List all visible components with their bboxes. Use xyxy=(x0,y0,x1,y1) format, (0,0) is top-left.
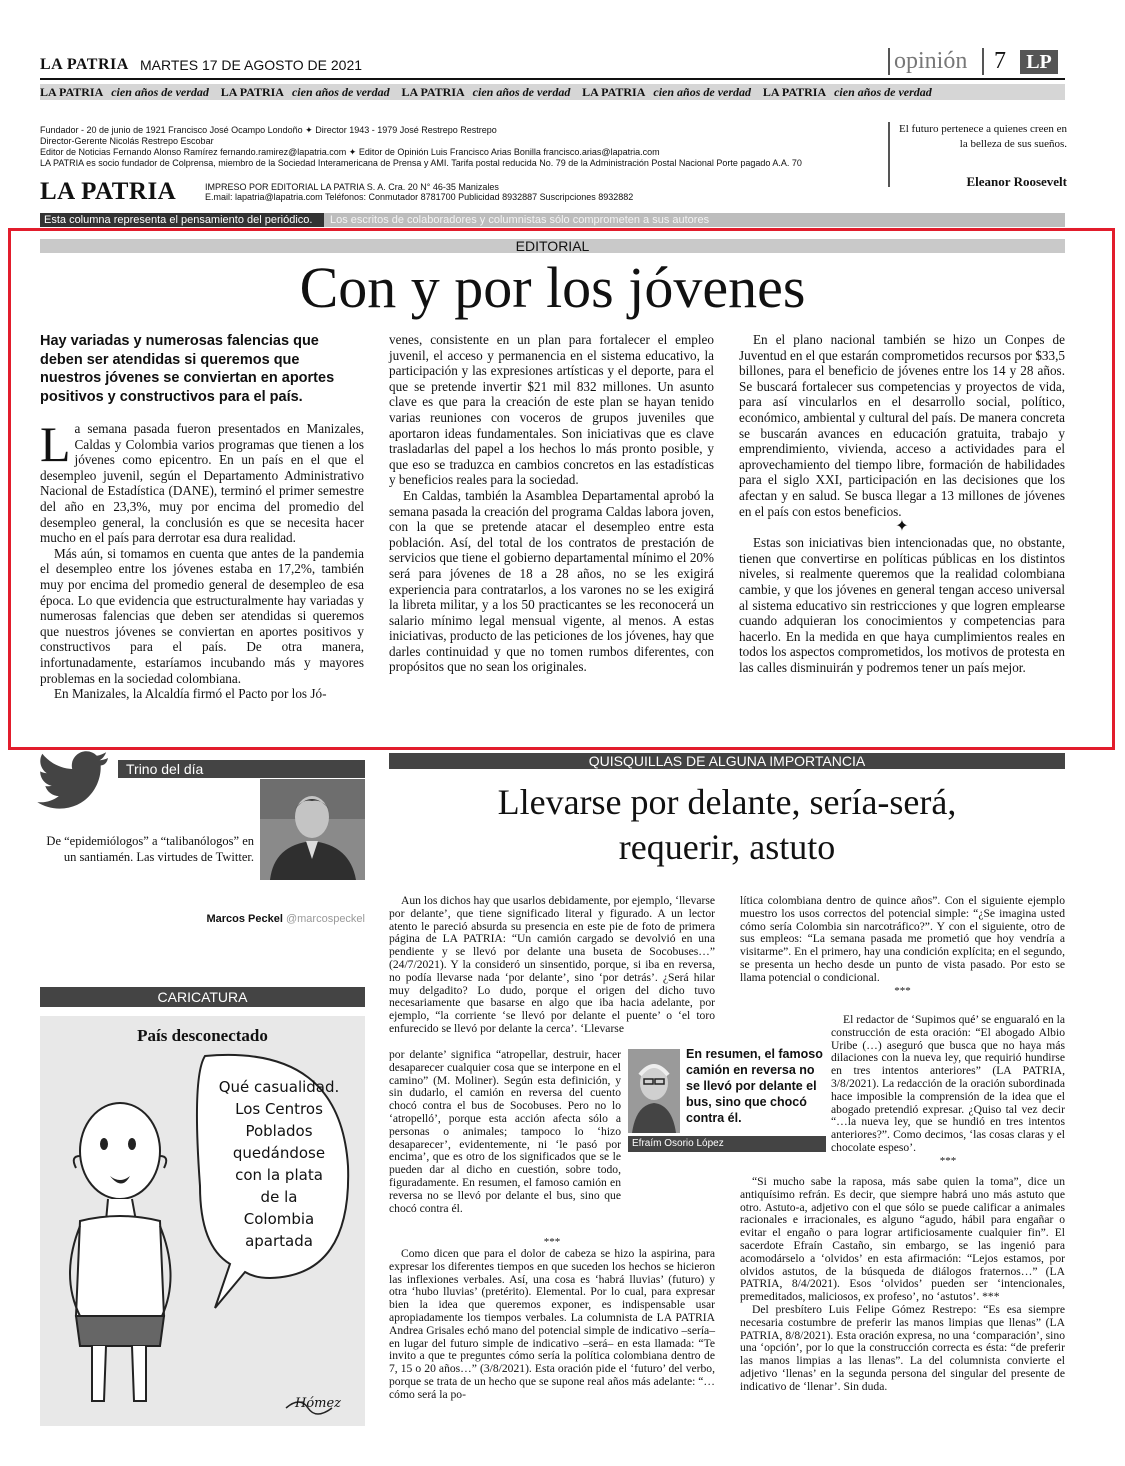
paragraph xyxy=(40,416,364,546)
bubble-line: Poblados xyxy=(245,1122,313,1140)
slogan-text: cien años de verdad xyxy=(111,85,209,99)
caricature-label: CARICATURA xyxy=(40,987,365,1007)
trino-byline xyxy=(140,913,365,925)
bubble-line: con la plata xyxy=(235,1166,323,1184)
quisquillas-column-1-continuation xyxy=(389,1236,715,1450)
paragraph: En Manizales, la Alcaldía firmó el Pacto por los Jó- xyxy=(54,686,327,702)
slogan-name: LA PATRIA xyxy=(220,85,284,99)
bubble-line: Colombia xyxy=(243,1210,315,1228)
paragraph: venes, consistente en un plan para fortalecer el empleo juvenil, el acceso y permanencia en el sistema educativo, la participación y las expresiones artísticas y el deporte, para el que se pretende invertir $21 mil 832 millones. Un asunto clave es que para la creación de este plan se hayan tenido varias reuniones con voceros de grupos juveniles que aportaron ideas fundamentales. Son iniciativas que es clave trasladarlas del papel a los hechos lo más pronto posible, y que eso se traduzca en cambios concretos en las estadísticas y beneficios reales para la sociedad. xyxy=(389,332,714,488)
staff-line: Fundador - 20 de junio de 1921 Francisco José Ocampo Londoño ✦ Director 1943 - 1979 José Restrepo Restrepo xyxy=(40,125,497,135)
masthead-rule xyxy=(40,78,1065,80)
disclaimer-left: Esta columna representa el pensamiento del periódico. xyxy=(40,213,324,227)
speech-bubble-text xyxy=(210,1076,348,1252)
bubble-line: apartada xyxy=(245,1232,313,1250)
separator-ornament: ✦ xyxy=(895,518,909,536)
paragraph: por delante’ significa “atropellar, destruir, hacer desaparecer cualquier cosa que se interpone en el camino” (M. Moliner). Según esta definición, y sin dudarlo, el camión en reversa del cuento chocó contra el bus de Socobuses. Pero no lo ‘atropelló’, porque esta acción afecta sólo a personas o animales; tampoco lo ‘hizo desaparecer’, evidentemente, ni ‘le pasó por encima’, que es otro de los significados que se le pueden dar al dicho en cuestión, sobre todo, figuradamente. En resumen, el famoso camión en reversa no se llevó por delante el bus, sino que chocó contra él. xyxy=(389,1048,621,1215)
trino-author: Marcos Peckel xyxy=(206,913,283,925)
printer-line: E.mail: lapatria@lapatria.com Teléfonos: Conmutador 8781700 Publicidad 8932887 Suscripciones 8932882 xyxy=(205,192,634,202)
slogan-name: LA PATRIA xyxy=(401,85,465,99)
slogan-bar xyxy=(40,84,1065,100)
pull-quote: En resumen, el famoso camión en reversa no se llevó por delante el bus, sino que chocó contra él. xyxy=(686,1047,823,1125)
printer-line: IMPRESO POR EDITORIAL LA PATRIA S. A. Cra. 20 N° 46-35 Manizales xyxy=(205,182,499,192)
separator-stars: *** xyxy=(939,1154,957,1167)
editorial-kicker: EDITORIAL xyxy=(40,239,1065,253)
paragraph: Aun los dichos hay que usarlos debidamente, por ejemplo, ‘llevarse por delante’, que tiene significado literal y figurado. A un lector atento le pareció absurda su presencia en este pie de foto de primera página de LA PATRIA: “Un camión cargado se devolvió en una pendiente y se llevó por delante una buseta de Socobuses…” (24/7/2021). Y la consideró un sinsentido, porque, si iba en reversa, no podía llevarse nada ‘por delante’, sino ‘por detrás’. ¿Será hilar muy delgadito? Lo dudo, porque el origen del dicho tuvo necesariamente que basarse en algo que iba hacia adelante, por ejemplo, “la corriente ‘se llevó por delante el puente’ o ‘el toro enfurecido se llevó por delante la cerca’. ‘Llevarse xyxy=(389,894,715,1035)
section-header xyxy=(888,48,1068,78)
cartoonist-signature: Hómez xyxy=(295,1396,342,1411)
quisquillas-column-1 xyxy=(389,895,715,1049)
editorial-lede: Hay variadas y numerosas falencias que deben ser atendidas si queremos que nuestros jóvenes se conviertan en aportes positivos y constructivos para el país. xyxy=(40,333,335,405)
bubble-line: de la xyxy=(260,1188,298,1206)
columnist-photo xyxy=(628,1049,680,1133)
paragraph: El redactor de ‘Supimos qué’ se enguaraló en la construcción de esta oración: “El abogado Albio Uribe (…) aseguró que busca que no haya más dilaciones con la nueva ley, que requirió hundirse en tres intentos anteriores” (LA PATRIA, 3/8/2021). La redacción de la oración subordinada hace imposible la comprensión de la idea que el abogado pretendió expresar. ¿Quiso tal vez decir “…la nueva ley, que se hundió en tres intentos anteriores?”. Como decimos, ‘las cosas claras y el chocolate espeso’. xyxy=(831,1013,1065,1154)
secondary-logo: LA PATRIA xyxy=(40,178,177,205)
paragraph: Estas son iniciativas bien intencionadas que, no obstante, tienen que convertirse en políticas públicas en los distintos niveles, si realmente queremos que la realidad colombiana cambie, y que los jóvenes en general tengan acceso universal al sistema educativo sin restricciones y que logren emplearse cuando adquieran los conocimientos y competencias para hacerlo. En la medida en que haya cumplimientos reales en todos los aspectos comprometidos, los motivos de protesta en las calles disminuirán y podremos tener un país mejor. xyxy=(739,535,1065,675)
staff-line: LA PATRIA es socio fundador de Colprensa, miembro de la Sociedad Interamericana de Prensa y AMI. Tarifa postal reducida No. 79 de la Administración Postal Nacional Porte pagado A.A. 70 xyxy=(40,158,802,168)
masthead-date: MARTES 17 DE AGOSTO DE 2021 xyxy=(140,57,363,73)
editorial-column-1 xyxy=(40,416,364,702)
caricature-panel xyxy=(40,1016,365,1426)
lp-badge: LP xyxy=(1020,50,1058,74)
slogan-name: LA PATRIA xyxy=(582,85,646,99)
quisquillas-column-2-wrap xyxy=(831,1014,1065,1174)
editorial-title: Con y por los jóvenes xyxy=(299,255,806,320)
editorial-column-3 xyxy=(739,332,1065,675)
twitter-bird-icon xyxy=(38,752,110,812)
paragraph: Del presbítero Luis Felipe Gómez Restrepo: “Es esa siempre necesaria costumbre de preferir las manos limpias que llenas” (LA PATRIA, 8/8/2021). Esta oración expresa, no una ‘comparación’, sino una ‘opción’, por lo que la construcción correcta es ésta: “de preferir las manos limpias a las llenas”. La del columnista convierte el adjetivo ‘llenas’ en la segunda persona del singular del presente de indicativo de ‘llenar’. Sin duda. xyxy=(740,1302,1065,1393)
paragraph: Más aún, si tomamos en cuenta que antes de la pandemia el desempleo entre los jóvenes estaba en 17,2%, también muy por encima del promedio general de desempleo de esa época. Lo que evidencia que estructuralmente hay variadas y numerosas falencias que deben ser atendidas si queremos que nuestros jóvenes se conviertan en aportes positivos y constructivos para el país. De otra manera, infortunadamente, estaríamos incubando más y mayores problemas en la sociedad colombiana. xyxy=(40,545,364,686)
paragraph: “Si mucho sabe la raposa, más sabe quien la toma”, dice un antiquísimo refrán. Es decir, que siempre habrá uno más astuto que otro. Astuto-a, adjetivo con el que sólo se puede calificar a animales racionales e irracionales, es alguno “agudo, hábil para engañar o evitar el engaño o para lograr artificiosamente cualquier fin”. El sacerdote Efraín Castaño, sin embargo, se las ingenió para acomodárselo a ‘olvidos’ en esta afirmación: “Lejos estamos, por olvidos astutos, de la búsqueda de diálogos fraternos…” (LA PATRIA, 8/4/2021). Esos ‘olvidos’ pueden ser ‘intencionales, premeditados, maliciosos, ex profeso’, no ‘astutos’. *** xyxy=(740,1175,1065,1304)
slogan-text: cien años de verdad xyxy=(472,85,571,99)
disclaimer-strip xyxy=(40,213,1065,227)
page-number: 7 xyxy=(982,48,1006,75)
disclaimer-right: Los escritos de colaboradores y columnistas sólo comprometen a sus autores xyxy=(330,214,710,226)
section-label: opinión xyxy=(888,48,967,75)
trino-label: Trino del día xyxy=(118,760,365,778)
bubble-line: Qué casualidad. xyxy=(218,1078,340,1096)
author-photo xyxy=(260,779,365,880)
trino-text: De “epidemiólogos” a “talibanólogos” en un santiamén. Las virtudes de Twitter. xyxy=(46,834,254,864)
quisquillas-column-2 xyxy=(740,1176,1065,1450)
paragraph: En Caldas, también la Asamblea Departamental aprobó la semana pasada la creación del programa Caldas labora joven, con la que se pretende atacar el desempleo entre esta población. Así, del total de los contratos de prestación de servicios que tiene el gobierno departamental mínimo el 20% será para jóvenes de 18 a 28 años, no se les exigirá experiencia para contratarlos, a los varones no se les exigirá la libreta militar, y a los 50 practicantes se les reconocerá un salario mínimo legal mensual vigente, al menos. A estas iniciativas, producto de las peticiones de los jóvenes, hay que darles continuidad y que no tomen rumbos diferentes, con propósitos que no sean los originales. xyxy=(389,487,714,675)
quisquillas-kicker: QUISQUILLAS DE ALGUNA IMPORTANCIA xyxy=(389,753,1065,769)
separator-stars: *** xyxy=(543,1236,561,1248)
title-line: Llevarse por delante, sería-será, xyxy=(497,782,957,822)
trino-handle: @marcospeckel xyxy=(285,913,365,925)
paragraph: lítica colombiana dentro de quince años”. Con el siguiente ejemplo muestro los usos correctos del potencial simple: “¿Se imagina usted cómo sería Colombia sin narcotráfico?”. Y con el siguiente, otro de sus empleos: “La semana pasada me prometió que hoy vendría a visitarme”. En el primero, hay una condición explícita; en el segundo, se presenta un hecho desde un punto de vista pasado. Por esto se llama potencial o condicional. xyxy=(740,894,1065,984)
staff-box xyxy=(40,125,860,169)
paragraph-text: a semana pasada fueron presentados en Manizales, Caldas y Colombia varios programas que tienen a los jóvenes como epicentro. En un país en el que el desempleo juvenil, según el Departamento Administrativo Nacional de Estadística (DANE), terminó el primer semestre del año en 23,3%, muy por encima del promedio del desempleo general, la conclusión es que se necesita hacer mucho en el país para derrotar esa dura realidad. xyxy=(40,421,364,546)
slogan-name: LA PATRIA xyxy=(762,85,827,99)
printer-info xyxy=(205,182,633,202)
slogan-text: cien años de verdad xyxy=(834,85,932,99)
paragraph: Como dicen que para el dolor de cabeza se hizo la aspirina, para expresar los diferentes tiempos en que suceden los hechos se hicieron las inflexiones verbales. Así, una cosa es ‘habrá lluvias’ (futuro) y otra ‘hubo lluvias’ (pretérito). Elemental. Por lo cual, para expresar bien la idea que queremos exponer, es indispensable usar apropiadamente los tiempos verbales. La columnista de LA PATRIA Andrea Grisales echó mano del potencial simple de indicativo –sería– en lugar del futuro simple de indicativo –será– en esta llamada: “Te invito a que te preguntes cómo sería la política colombiana dentro de 7, 15 o 20 años…” (3/8/2021). Esta oración pide el ‘futuro’ del verbo, porque se trata de un hecho que se supone real años más adelante: “…cómo será la po- xyxy=(389,1247,715,1401)
quisquillas-column-2-top xyxy=(740,895,1065,1015)
quisquillas-column-1-wrap xyxy=(389,1048,621,1215)
quote-text: El futuro pertenece a quienes creen en la belleza de sus sueños. xyxy=(899,123,1067,150)
slogan-text: cien años de verdad xyxy=(291,85,390,99)
separator-stars: *** xyxy=(894,984,911,997)
photo-caption: Efraím Osorio López xyxy=(628,1136,826,1152)
editorial-column-2 xyxy=(389,332,714,675)
bubble-line: Los Centros xyxy=(235,1100,323,1118)
drop-cap: L xyxy=(40,416,71,472)
staff-line: Editor de Noticias Fernando Alonso Ramírez fernando.ramirez@lapatria.com ✦ Editor de Opinión Luis Francisco Arias Bonilla francisco.arias@lapatria.com xyxy=(40,147,660,157)
bubble-line: quedándose xyxy=(232,1144,326,1162)
quote-author: Eleanor Roosevelt xyxy=(966,174,1067,189)
slogan-text: cien años de verdad xyxy=(653,85,752,99)
caricature-title: País desconectado xyxy=(137,1026,268,1045)
title-line: requerir, astuto xyxy=(618,827,836,867)
quisquillas-title xyxy=(389,780,1065,870)
quote-box xyxy=(888,122,1067,187)
paragraph: En el plano nacional también se hizo un Conpes de Juventud en el que estarán comprometidos recursos por $33,5 billones, para el beneficio de jóvenes entre los 14 y 28 años. Se buscará fortalecer sus competencias y proyectos de vida, para así vincularlos en el desarrollo social, político, económico, ambiental y cultural del país. De manera concreta se buscarán avances en educación gratuita, trabajo y emprendimiento, vivienda, acceso a actividades para el aprovechamiento del tiempo libre, formación de habilidades para el siglo XXI, participación en las decisiones que los afectan y en salud. Se busca llegar a 13 millones de jóvenes en el país con estos beneficios. xyxy=(739,332,1065,519)
masthead-logo: LA PATRIA xyxy=(40,56,129,73)
staff-line: Director-Gerente Nicolás Restrepo Escobar xyxy=(40,136,214,146)
slogan-name: LA PATRIA xyxy=(40,85,104,99)
